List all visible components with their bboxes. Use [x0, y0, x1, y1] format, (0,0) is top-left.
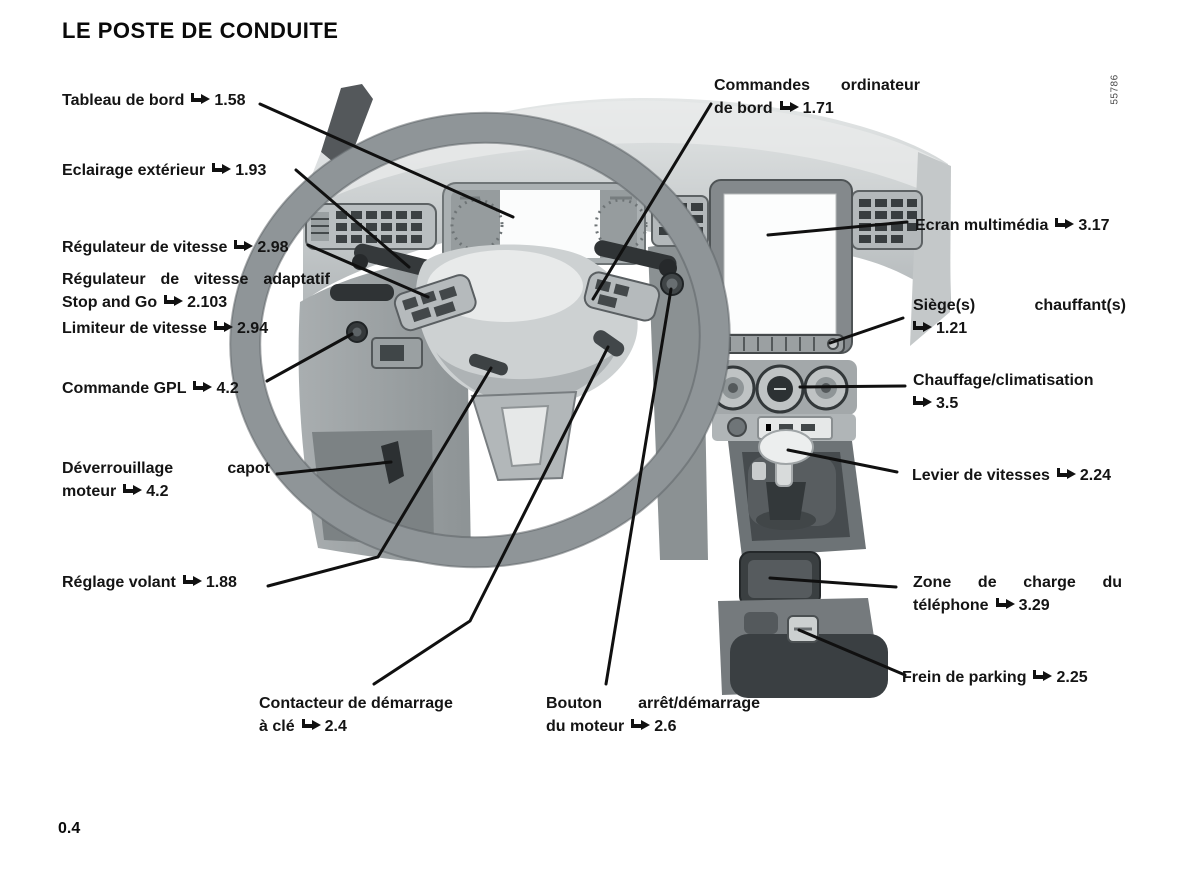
callout-regulateur-adaptatif: Régulateur de vitesse adaptatif Stop and Go 2.103: [62, 271, 330, 311]
page-ref-arrow-icon: [191, 93, 210, 105]
gear-knob: [759, 430, 813, 464]
callout-regulateur-vitesse: Régulateur de vitesse 2.98: [62, 239, 289, 256]
multimedia-screen: [710, 180, 852, 353]
callout-commandes-ordinateur: Commandes ordinateur de bord 1.71: [714, 77, 920, 117]
callout-frein-parking: Frein de parking 2.25: [902, 669, 1088, 686]
callout-chauffage-climatisation: Chauffage/climatisation 3.5: [913, 372, 1094, 412]
callout-bouton-arret-demarrage: Bouton arrêt/démarrage du moteur 2.6: [546, 695, 760, 735]
callout-deverrouillage-capot: Déverrouillage capot moteur 4.2: [62, 460, 270, 500]
page-ref-arrow-icon: [996, 598, 1015, 610]
page-ref-arrow-icon: [193, 381, 212, 393]
doc-number: 55786: [1109, 74, 1121, 105]
callout-eclairage-exterieur: Eclairage extérieur 1.93: [62, 162, 267, 179]
page-ref-arrow-icon: [214, 321, 233, 333]
callout-levier-vitesses: Levier de vitesses 2.24: [912, 467, 1112, 484]
page-ref-arrow-icon: [1033, 670, 1052, 682]
callout-limiteur-vitesse: Limiteur de vitesse 2.94: [62, 320, 269, 337]
dash-trim-blade: [330, 284, 394, 301]
gpl-button: [347, 322, 367, 342]
page-ref-arrow-icon: [780, 101, 799, 113]
page-ref-arrow-icon: [302, 719, 321, 731]
page-number: 0.4: [58, 820, 81, 837]
callout-commande-gpl: Commande GPL 4.2: [62, 380, 239, 397]
page-ref-arrow-icon: [212, 163, 231, 175]
page-ref-arrow-icon: [631, 719, 650, 731]
callout-sieges-chauffants: Siège(s) chauffant(s) 1.21: [913, 297, 1126, 337]
lower-console: [718, 598, 888, 698]
callout-zone-charge-telephone: Zone de charge du téléphone 3.29: [913, 574, 1122, 614]
page-title: LE POSTE DE CONDUITE: [62, 18, 339, 43]
page-ref-arrow-icon: [1057, 468, 1076, 480]
page-ref-arrow-icon: [164, 295, 183, 307]
page-ref-arrow-icon: [123, 484, 142, 496]
page-ref-arrow-icon: [183, 575, 202, 587]
gear-lever: [728, 430, 866, 557]
callout-tableau-de-bord: Tableau de bord 1.58: [62, 92, 246, 109]
line-chauffage-clim: [800, 386, 905, 387]
callout-contacteur-cle: Contacteur de démarrage à clé 2.4: [259, 695, 453, 735]
callout-reglage-volant: Réglage volant 1.88: [62, 574, 237, 591]
page-ref-arrow-icon: [913, 396, 932, 408]
page-ref-arrow-icon: [234, 240, 253, 252]
page-ref-arrow-icon: [913, 321, 932, 333]
page-ref-arrow-icon: [1055, 218, 1074, 230]
callout-ecran-multimedia: Ecran multimédia 3.17: [915, 217, 1110, 234]
